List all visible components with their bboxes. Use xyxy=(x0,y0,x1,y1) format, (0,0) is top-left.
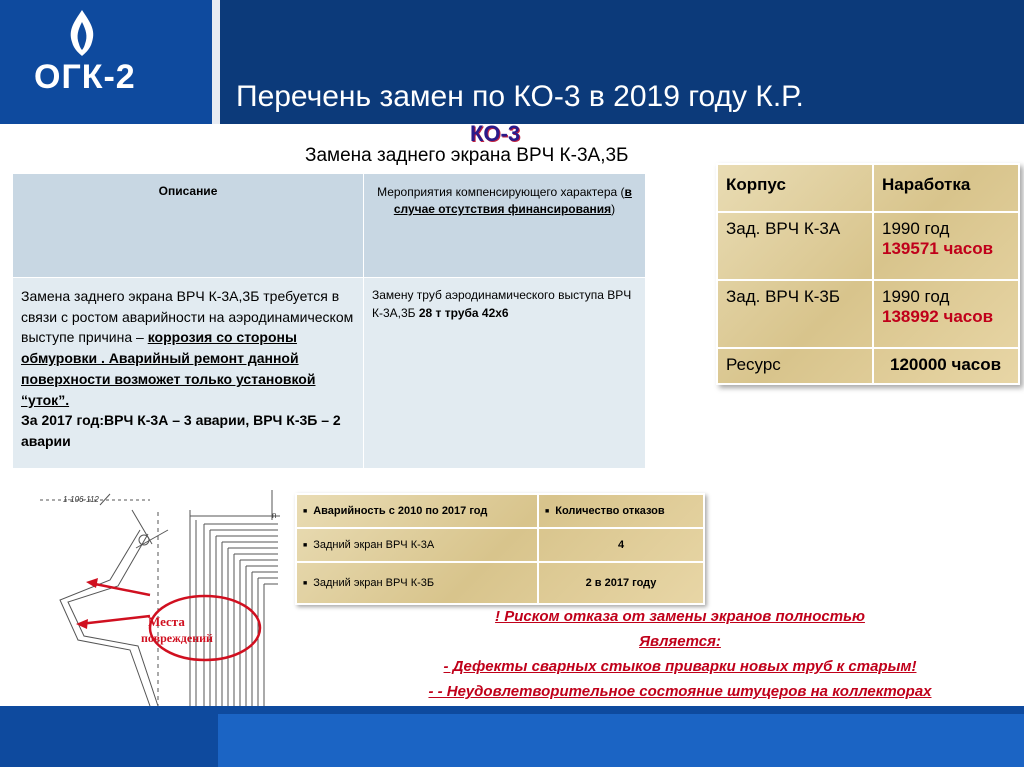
risk-line: - Дефекты сварных стыков приварки новых труб к старым! xyxy=(443,658,917,675)
operating-hours-table xyxy=(716,163,1020,385)
description-cause: коррозия со стороны обмуровки . Аварийный ремонт данной поверхности возможет только установкой “уток”. xyxy=(21,329,316,408)
flame-icon xyxy=(62,8,102,58)
description-header: Описание xyxy=(13,174,364,278)
description-cell xyxy=(13,278,364,469)
company-logo: ОГК-2 xyxy=(34,58,136,96)
body-header: Корпус xyxy=(717,164,873,212)
risk-line: Является: xyxy=(639,633,721,650)
diagram-top-label: 1-106-112 xyxy=(63,495,99,504)
page-title: Перечень замен по КО-3 в 2019 году К.Р. xyxy=(236,80,804,113)
description-table xyxy=(12,173,646,469)
measures-header: Мероприятия компенсирующего характера (в случае отсутствия финансирования) xyxy=(363,174,645,278)
stats-row-name: ■ Задний экран ВРЧ К-3Б xyxy=(296,562,538,604)
row-name: Зад. ВРЧ К-3А xyxy=(717,212,873,280)
stats-header-count: ■ Количество отказов xyxy=(538,494,704,528)
hours-header: Наработка xyxy=(873,164,1019,212)
page-subtitle: Замена заднего экрана ВРЧ К-3А,3Б xyxy=(305,145,629,166)
stats-row-name: ■ Задний экран ВРЧ К-3А xyxy=(296,528,538,562)
row-hours: 1990 год 138992 часов xyxy=(873,280,1019,348)
description-accidents: За 2017 год:ВРЧ К-3А – 3 аварии, ВРЧ К-3Б – 2 аварии xyxy=(21,412,341,450)
risk-line: ! Риском отказа от замены экранов полностью xyxy=(495,608,865,625)
description-text: Замена заднего экрана ВРЧ К-3А,3Б требуется в связи с ростом аварийности на аэродинамическом выступе причина – xyxy=(21,288,354,346)
failure-stats-table xyxy=(295,493,705,605)
resource-label: Ресурс xyxy=(717,348,873,384)
measures-text: Замену труб аэродинамического выступа ВРЧ К-3А,3Б xyxy=(371,288,632,320)
bullet-icon: ■ xyxy=(545,507,550,515)
damage-label-2: повреждений xyxy=(141,631,213,645)
stats-row-count: 2 в 2017 году xyxy=(538,562,704,604)
boiler-screen-diagram xyxy=(40,490,280,706)
measures-cell xyxy=(363,278,645,469)
footer-panel xyxy=(218,714,1024,767)
bullet-icon: ■ xyxy=(303,507,308,515)
bullet-icon: ■ xyxy=(303,579,308,587)
measures-amount: 28 т труба 42х6 xyxy=(418,306,509,320)
bullet-icon: ■ xyxy=(303,541,308,549)
damage-label: Места xyxy=(148,614,185,629)
resource-value: 120000 часов xyxy=(873,348,1019,384)
row-name: Зад. ВРЧ К-3Б xyxy=(717,280,873,348)
risk-line: - - Неудовлетворительное состояние штуцеров на коллекторах xyxy=(428,683,932,700)
row-hours: 1990 год 139571 часов xyxy=(873,212,1019,280)
risk-note xyxy=(330,604,1024,704)
logo-panel xyxy=(0,0,212,124)
stats-row-count: 4 xyxy=(538,528,704,562)
ko-label: КО-3 xyxy=(470,121,521,146)
stats-header-period: ■ Аварийность с 2010 по 2017 год xyxy=(296,494,538,528)
header-separator xyxy=(212,0,220,124)
diagram-corner-mark: п xyxy=(272,511,277,520)
